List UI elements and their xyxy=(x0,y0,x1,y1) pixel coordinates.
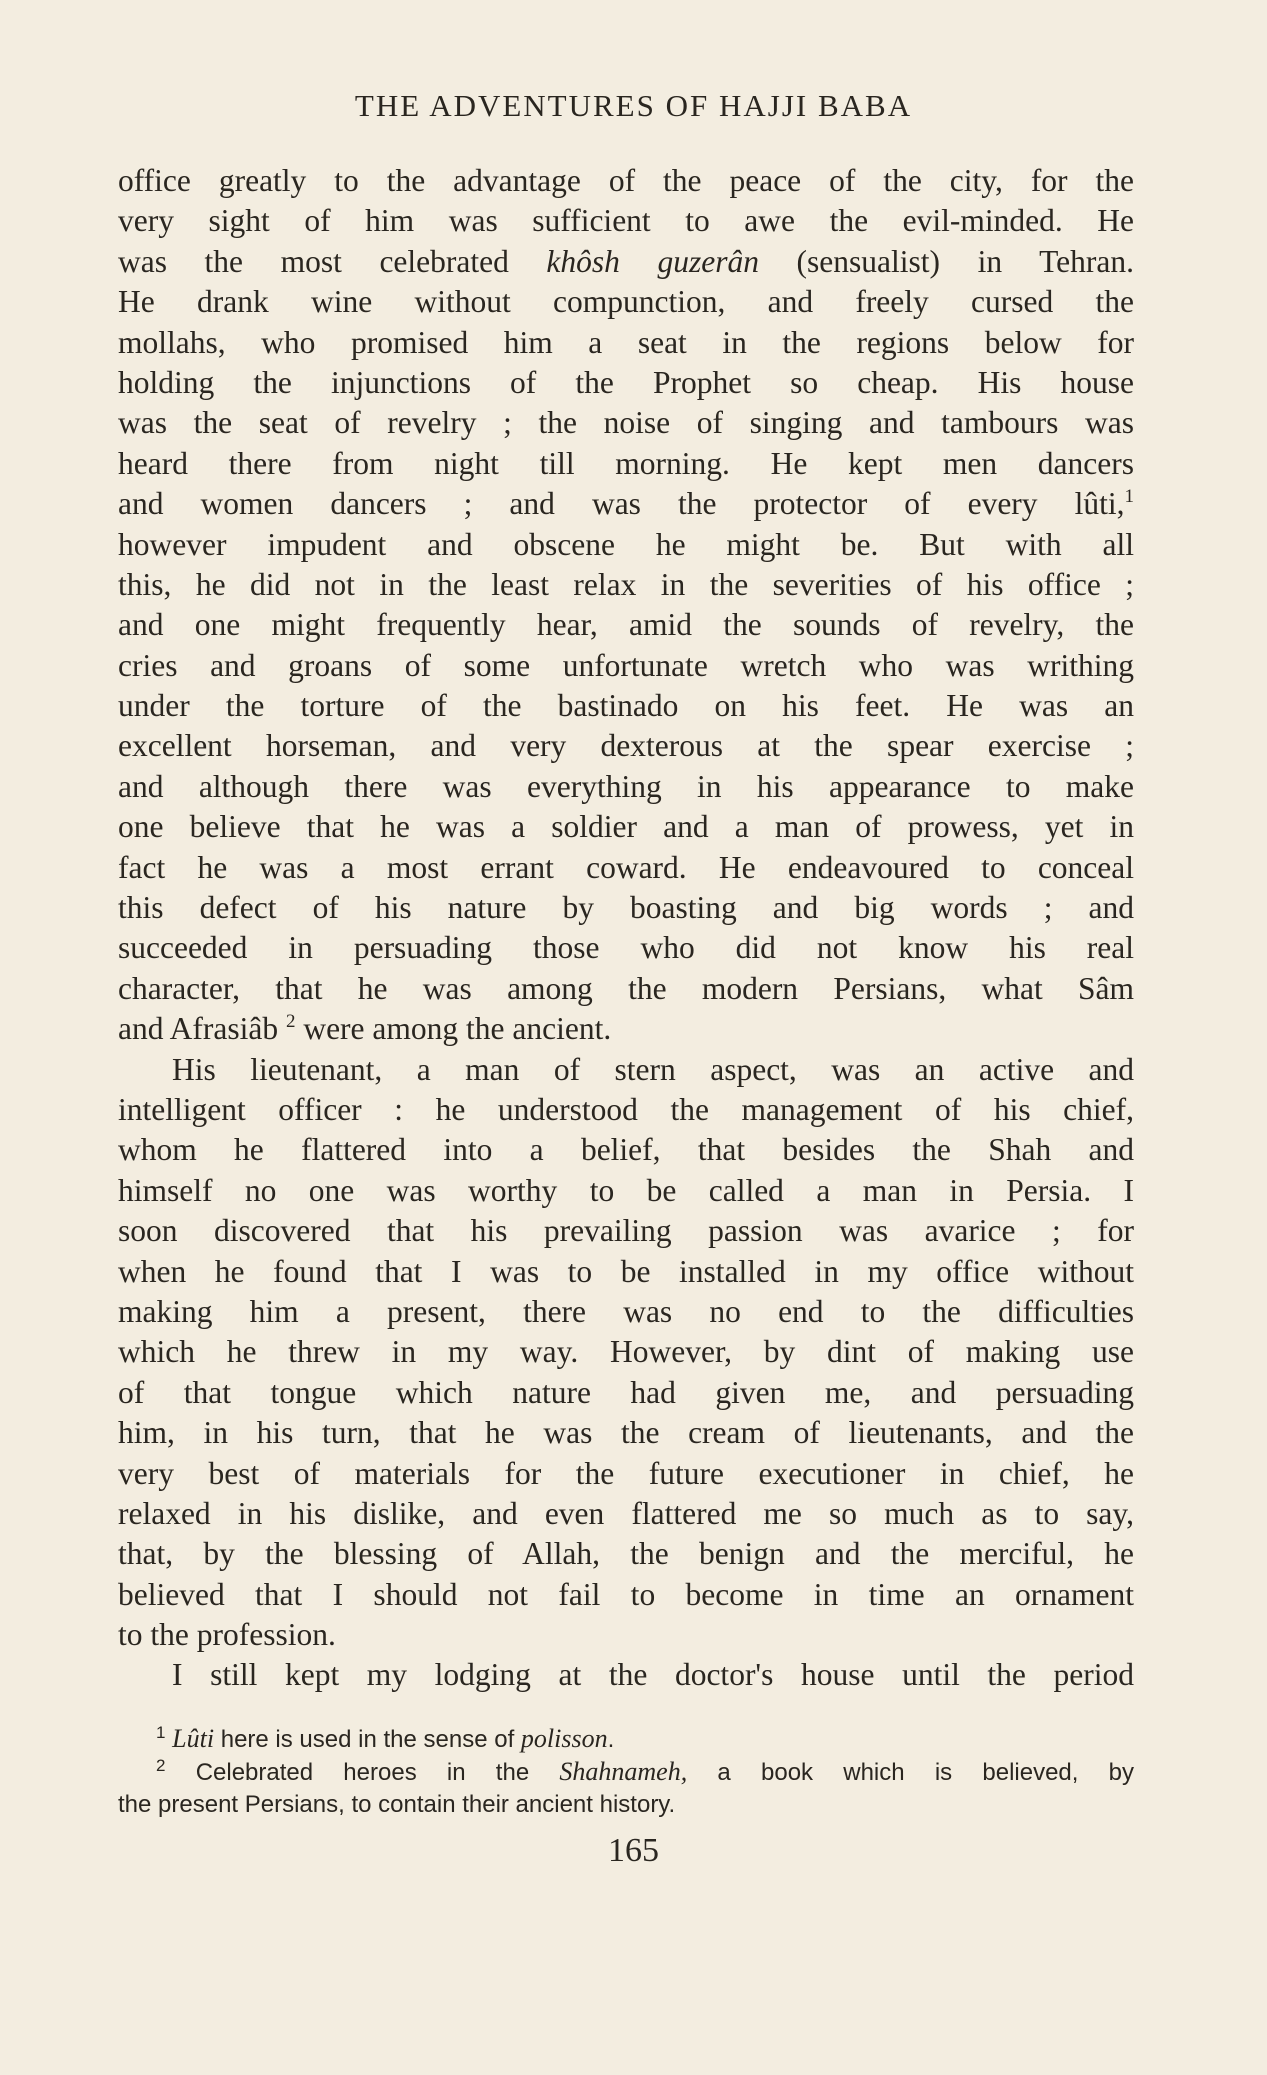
text-line: excellent horseman, and very dexterous at the spear exercise ; xyxy=(118,728,1134,764)
text-line: himself no one was worthy to be called a man in Persia. I xyxy=(118,1172,1134,1208)
text-line: which he threw in my way. However, by dint of making use xyxy=(118,1334,1134,1370)
text-run: was the most celebrated xyxy=(118,243,547,279)
text-line xyxy=(118,1009,1134,1049)
text-line: making him a present, there was no end to the difficulties xyxy=(118,1293,1134,1329)
page-number: 165 xyxy=(608,1832,659,1869)
text-line xyxy=(118,242,1134,282)
text-line: was the seat of revelry ; the noise of singing and tambours was xyxy=(118,405,1134,441)
footnote-italic: Shahnameh, xyxy=(559,1757,688,1786)
text-run: and women dancers ; and was the protector of every lûti, xyxy=(118,486,1125,522)
text-line: that, by the blessing of Allah, the benign and the merciful, he xyxy=(118,1536,1134,1572)
text-line: however impudent and obscene he might be. But with all xyxy=(118,526,1134,562)
footnote-italic: Lûti xyxy=(172,1724,215,1753)
text-line: and although there was everything in his appearance to make xyxy=(118,768,1134,804)
footnote-text: Celebrated heroes in the xyxy=(195,1759,560,1786)
body-text xyxy=(118,161,1134,1696)
text-run: and Afrasiâb xyxy=(118,1011,286,1047)
text-line: character, that he was among the modern Persians, what Sâm xyxy=(118,970,1134,1006)
text-line: holding the injunctions of the Prophet so cheap. His house xyxy=(118,364,1134,400)
footnote-mark: 1 xyxy=(156,1723,166,1742)
text-line: cries and groans of some unfortunate wretch who was writhing xyxy=(118,647,1134,683)
footnote-text: . xyxy=(607,1726,615,1753)
footnote-text: here is used in the sense of xyxy=(214,1726,521,1753)
text-run: were among the ancient. xyxy=(295,1011,612,1047)
text-line: to the profession. xyxy=(118,1617,336,1653)
footnote-line xyxy=(118,1755,1134,1788)
text-line: mollahs, who promised him a seat in the regions below for xyxy=(118,324,1134,360)
text-line: soon discovered that his prevailing passion was avarice ; for xyxy=(118,1213,1134,1249)
text-line: relaxed in his dislike, and even flattered me so much as to say, xyxy=(118,1495,1134,1531)
text-line: whom he flattered into a belief, that besides the Shah and xyxy=(118,1132,1134,1168)
footnote-italic: polisson xyxy=(520,1724,608,1753)
text-line: this, he did not in the least relax in the severities of his office ; xyxy=(118,566,1134,602)
text-line: one believe that he was a soldier and a man of prowess, yet in xyxy=(118,809,1134,845)
text-line: His lieutenant, a man of stern aspect, was an active and xyxy=(172,1051,1134,1087)
text-line: heard there from night till morning. He kept men dancers xyxy=(118,445,1134,481)
text-line xyxy=(118,484,1134,524)
text-line: and one might frequently hear, amid the sounds of revelry, the xyxy=(118,607,1134,643)
text-line: very best of materials for the future executioner in chief, he xyxy=(118,1455,1134,1491)
running-head: THE ADVENTURES OF HAJJI BABA xyxy=(354,88,913,123)
italic-term: khôsh guzerân xyxy=(546,243,759,279)
text-line: He drank wine without compunction, and freely cursed the xyxy=(118,284,1134,320)
footnote-text: a book which is believed, by xyxy=(687,1759,1134,1786)
text-line: fact he was a most errant coward. He endeavoured to conceal xyxy=(118,849,1134,885)
text-line: believed that I should not fail to become in time an ornament xyxy=(118,1576,1134,1612)
text-line: him, in his turn, that he was the cream of lieutenants, and the xyxy=(118,1415,1134,1451)
text-line: very sight of him was sufficient to awe the evil-minded. He xyxy=(118,203,1134,239)
text-line: I still kept my lodging at the doctor's house until the period xyxy=(172,1657,1134,1693)
text-line: of that tongue which nature had given me, and persuading xyxy=(118,1374,1134,1410)
text-line: intelligent officer : he understood the management of his chief, xyxy=(118,1091,1134,1127)
footnote-mark: 2 xyxy=(156,1756,166,1775)
text-line: under the torture of the bastinado on his feet. He was an xyxy=(118,688,1134,724)
text-line: when he found that I was to be installed in my office without xyxy=(118,1253,1134,1289)
text-line: office greatly to the advantage of the peace of the city, for the xyxy=(118,163,1134,198)
footnotes xyxy=(118,1722,1134,1821)
footnote-reference[interactable]: 2 xyxy=(285,1011,296,1033)
text-line: this defect of his nature by boasting and big words ; and xyxy=(118,890,1134,926)
text-run: (sensualist) in Tehran. xyxy=(758,243,1134,279)
footnote-line xyxy=(118,1722,1134,1755)
text-line: succeeded in persuading those who did not know his real xyxy=(118,930,1134,966)
footnote-line: the present Persians, to contain their ancient history. xyxy=(118,1791,676,1818)
footnote-reference[interactable]: 1 xyxy=(1124,486,1134,508)
